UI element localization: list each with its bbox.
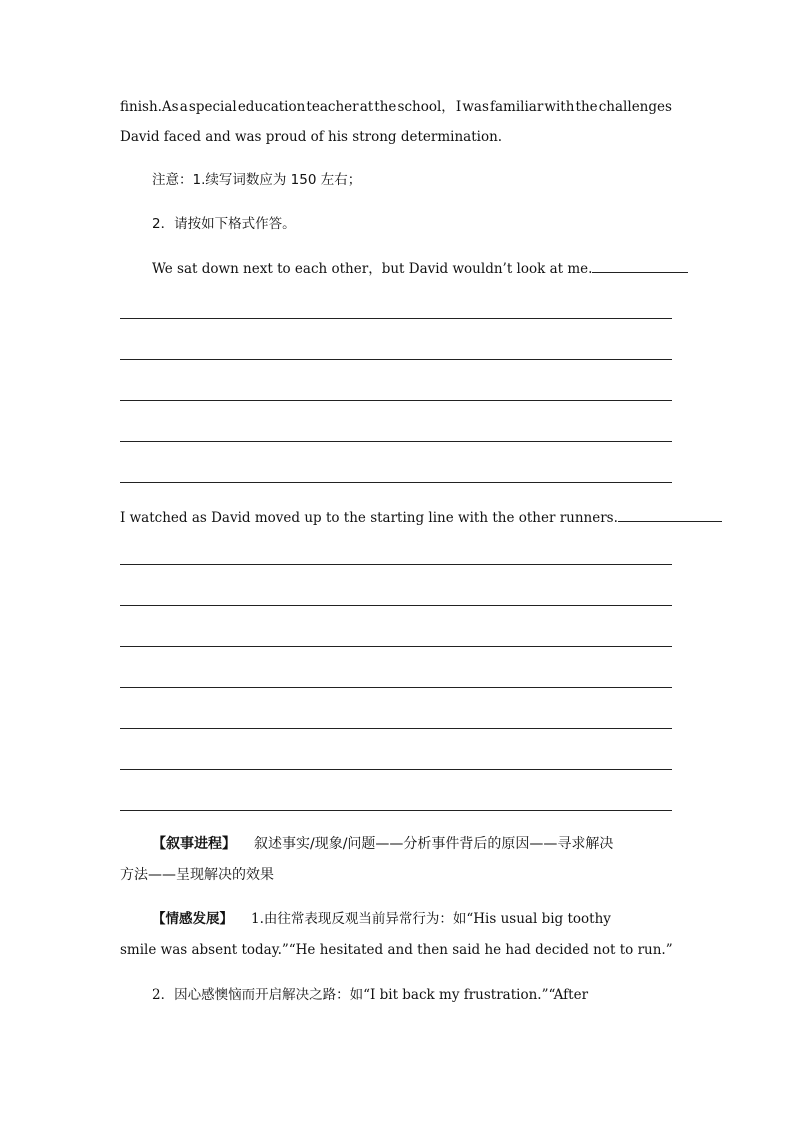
passage-line-1 (120, 97, 672, 117)
narrative-progress-line2: 方法——呈现解决的效果 (120, 867, 274, 883)
writing-line[interactable] (120, 359, 672, 360)
narrative-progress-line1 (152, 834, 672, 854)
passage-word: special (188, 99, 237, 115)
writing-line[interactable] (120, 769, 672, 770)
passage-word: school， (397, 99, 455, 115)
paragraph2-prompt (120, 507, 672, 528)
note-word-count: 注意：1.续写词数应为 150 左右； (152, 172, 362, 188)
emotion-text-1: 1.由往常表现反观当前异常行为：如“His usual big toothy (251, 911, 611, 927)
paragraph1-prompt (152, 258, 672, 279)
paragraph2-prompt-text: I watched as David moved up to the starting line with the other runners. (120, 510, 618, 526)
writing-line[interactable] (120, 441, 672, 442)
narrative-heading: 【叙事进程】 (152, 836, 236, 852)
passage-word: the (575, 99, 598, 115)
paragraph1-inline-blank[interactable] (592, 258, 688, 273)
passage-word: challenges (598, 99, 672, 115)
writing-line[interactable] (120, 318, 672, 319)
point2-line: 2．因心感懊恼而开启解决之路：如“I bit back my frustration.”“After (152, 987, 589, 1003)
paragraph1-prompt-text: We sat down next to each other，but David wouldn’t look at me. (152, 261, 593, 277)
passage-word: education (237, 99, 306, 115)
emotion-development-line1 (152, 909, 672, 929)
emotion-development-line2: smile was absent today.”“He hesitated and then said he had decided not to run.” (120, 942, 673, 958)
writing-line[interactable] (120, 728, 672, 729)
passage-word: the (374, 99, 397, 115)
passage-word: teacher (306, 99, 359, 115)
emotion-heading: 【情感发展】 (152, 911, 233, 927)
writing-line[interactable] (120, 482, 672, 483)
passage-word: at (359, 99, 374, 115)
paragraph2-inline-blank[interactable] (618, 507, 722, 522)
writing-line[interactable] (120, 687, 672, 688)
note-format: 2．请按如下格式作答。 (152, 216, 296, 232)
passage-word: a (179, 99, 188, 115)
writing-line[interactable] (120, 400, 672, 401)
passage-word: I (455, 99, 462, 115)
writing-line[interactable] (120, 646, 672, 647)
narrative-text-1: 叙述事实/现象/问题——分析事件背后的原因——寻求解决 (254, 836, 614, 852)
writing-line[interactable] (120, 810, 672, 811)
writing-line[interactable] (120, 564, 672, 565)
passage-word: was (462, 99, 489, 115)
passage-word: with (544, 99, 575, 115)
passage-line-2: David faced and was proud of his strong determination. (120, 129, 503, 145)
passage-word: familiar (490, 99, 544, 115)
writing-line[interactable] (120, 605, 672, 606)
passage-word: finish.As (120, 99, 179, 115)
